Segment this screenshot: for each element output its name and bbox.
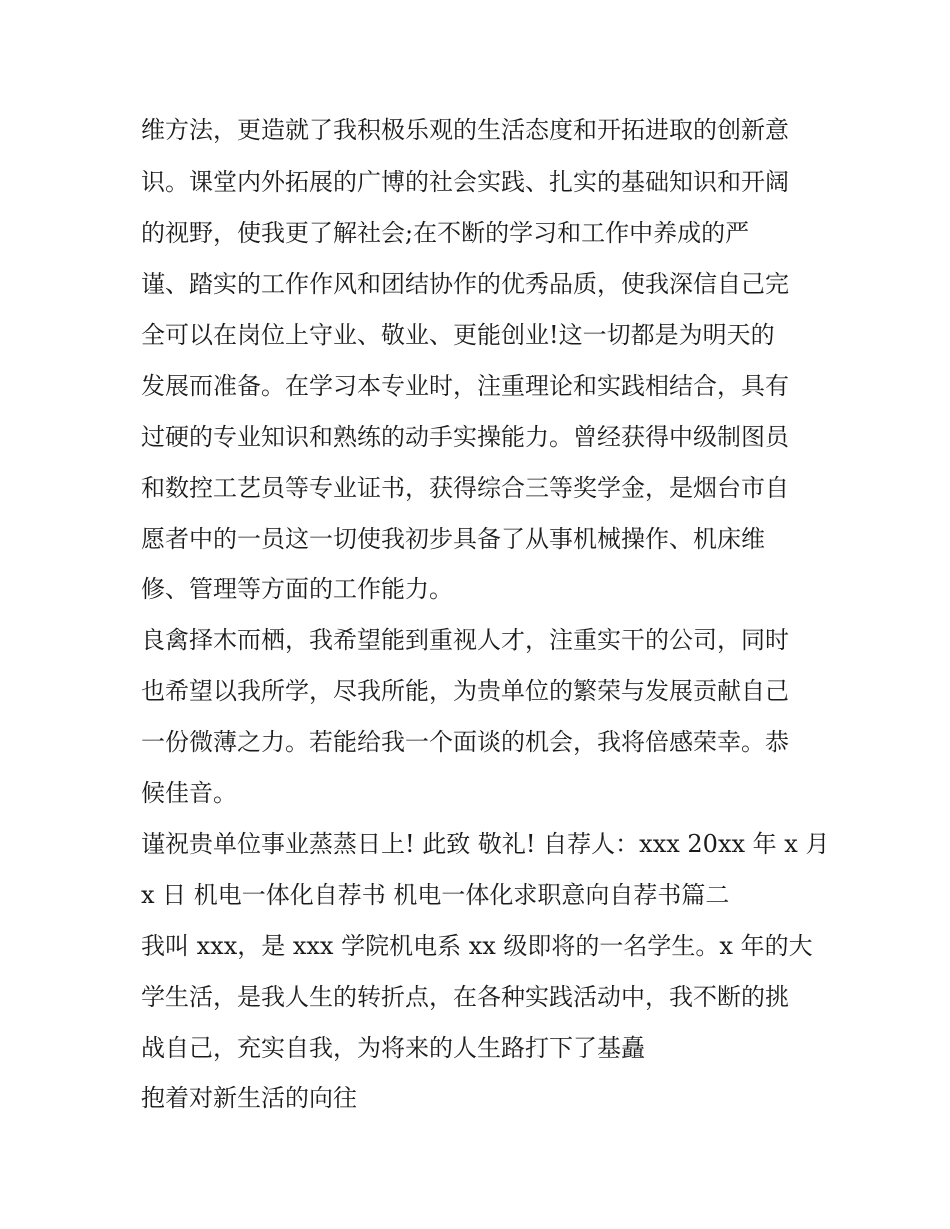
text-line: 过硬的专业知识和熟练的动手实操能力。曾经获得中级制图员 <box>141 423 789 451</box>
text-line: 战自己，充实自我，为将来的人生路打下了基矗 <box>141 1034 645 1062</box>
text-line: 全可以在岗位上守业、敬业、更能创业!这一切都是为明天的 <box>141 321 775 349</box>
text-line: x 日 机电一体化自荐书 机电一体化求职意向自荐书篇二 <box>141 881 730 909</box>
text-line: 发展而准备。在学习本专业时，注重理论和实践相结合，具有 <box>141 372 789 400</box>
text-line: 谨祝贵单位事业蒸蒸日上! 此致 敬礼! 自荐人：xxx 20xx 年 x 月 <box>141 830 830 858</box>
text-line: 的视野，使我更了解社会;在不断的学习和工作中养成的严 <box>141 219 750 247</box>
text-line: 识。课堂内外拓展的广博的社会实践、扎实的基础知识和开阔 <box>141 168 789 196</box>
text-line: 一份微薄之力。若能给我一个面谈的机会，我将倍感荣幸。恭 <box>141 728 789 756</box>
text-line: 愿者中的一员这一切使我初步具备了从事机械操作、机床维 <box>141 525 765 553</box>
text-line: 我叫 xxx，是 xxx 学院机电系 xx 级即将的一名学生。x 年的大 <box>141 932 813 960</box>
text-line: 学生活，是我人生的转折点，在各种实践活动中，我不断的挑 <box>141 983 789 1011</box>
text-line: 良禽择木而栖，我希望能到重视人才，注重实干的公司，同时 <box>141 626 789 654</box>
text-line: 抱着对新生活的向往 <box>141 1084 357 1112</box>
text-line: 谨、踏实的工作作风和团结协作的优秀品质，使我深信自己完 <box>141 270 789 298</box>
text-line: 和数控工艺员等专业证书，获得综合三等奖学金，是烟台市自 <box>141 474 789 502</box>
text-line: 维方法，更造就了我积极乐观的生活态度和开拓进取的创新意 <box>141 116 789 144</box>
text-line: 也希望以我所学，尽我所能，为贵单位的繁荣与发展贡献自己 <box>141 677 789 705</box>
text-line: 候佳音。 <box>141 779 237 807</box>
text-line: 修、管理等方面的工作能力。 <box>141 575 453 603</box>
